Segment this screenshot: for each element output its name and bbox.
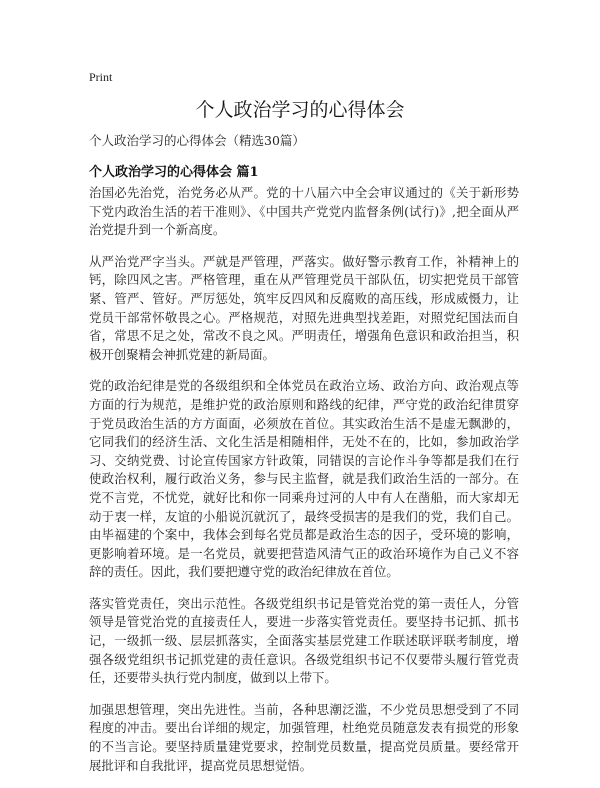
paragraph: 从严治党严字当头。严就是严管理，严落实。做好警示教育工作，补精神上的钙，除四风之害。严格管理，重在从严管理党员干部队伍，切实把党员干部管紧、管严、管好。严厉惩处，筑牢反四风和反腐败的高压线，形成威慑力，让党员干部常怀敬畏之心。严格规范，对照先进典型找差距，对照党纪国法而自省，常思不足之处，常改不良之风。严明责任，增强角色意识和政治担当，积极开创聚精会神抓党建的新局面。 bbox=[89, 253, 519, 362]
print-link[interactable]: Print bbox=[89, 70, 113, 84]
article-body bbox=[89, 184, 519, 788]
paragraph: 党的政治纪律是党的各级组织和全体党员在政治立场、政治方向、政治观点等方面的行为规范，是维护党的政治原则和路线的纪律，严守党的政治纪律贯穿于党员政治生活的方方面面，必须放在首位。其实政治生活不是虚无飘渺的，它同我们的经济生活、文化生活是相随相伴，无处不在的，比如，参加政治学习、交纳党费、讨论宣传国家方针政策，同错误的言论作斗争等都是我们在行使政治权利，履行政治义务，参与民主监督，就是我们政治生活的一部分。在党不言党，不忧党，就好比和你一同乘舟过河的人中有人在凿船，而大家却无动于衷一样，友谊的小船说沉就沉了，最终受损害的是我们的党，我们自己。由毕福建的个案中，我体会到每名党员都是政治生态的因子，受环境的影响，更影响着环境。是一名党员，就要把营造风清气正的政治环境作为自己义不容辞的责任。因此，我们要把遵守党的政治纪律放在首位。 bbox=[89, 378, 519, 580]
document-subtitle: 个人政治学习的心得体会（精选30篇） bbox=[89, 133, 305, 148]
paragraph: 治国必先治党，治党务必从严。党的十八届六中全会审议通过的《关于新形势下党内政治生活的若干准则》、《中国共产党党内监督条例(试行)》,把全面从严治党提升到一个新高度。 bbox=[89, 185, 519, 238]
paragraph: 加强思想管理，突出先进性。当前，各种思潮泛滥，不少党员思想受到了不同程度的冲击。要出台详细的规定，加强管理，杜绝党员随意发表有损党的形象的不当言论。要坚持质量建党要求，控制党员数量，提高党员质量。要经常开展批评和自我批评，提高党员思想觉悟。 bbox=[89, 701, 519, 773]
page-title: 个人政治学习的心得体会 bbox=[195, 99, 405, 121]
section-heading: 个人政治学习的心得体会 篇1 bbox=[89, 165, 259, 180]
paragraph: 落实管党责任，突出示范性。各级党组织书记是管党治党的第一责任人，分管领导是管党治党的直接责任人，要进一步落实管党责任。要坚持书记抓、抓书记，一级抓一级、层层抓落实，全面落实基层党建工作联述联评联考制度，增强各级党组织书记抓党建的责任意识。各级党组织书记不仅要带头履行管党责任，还要带头执行党内制度，做到以上带下。 bbox=[89, 595, 519, 686]
